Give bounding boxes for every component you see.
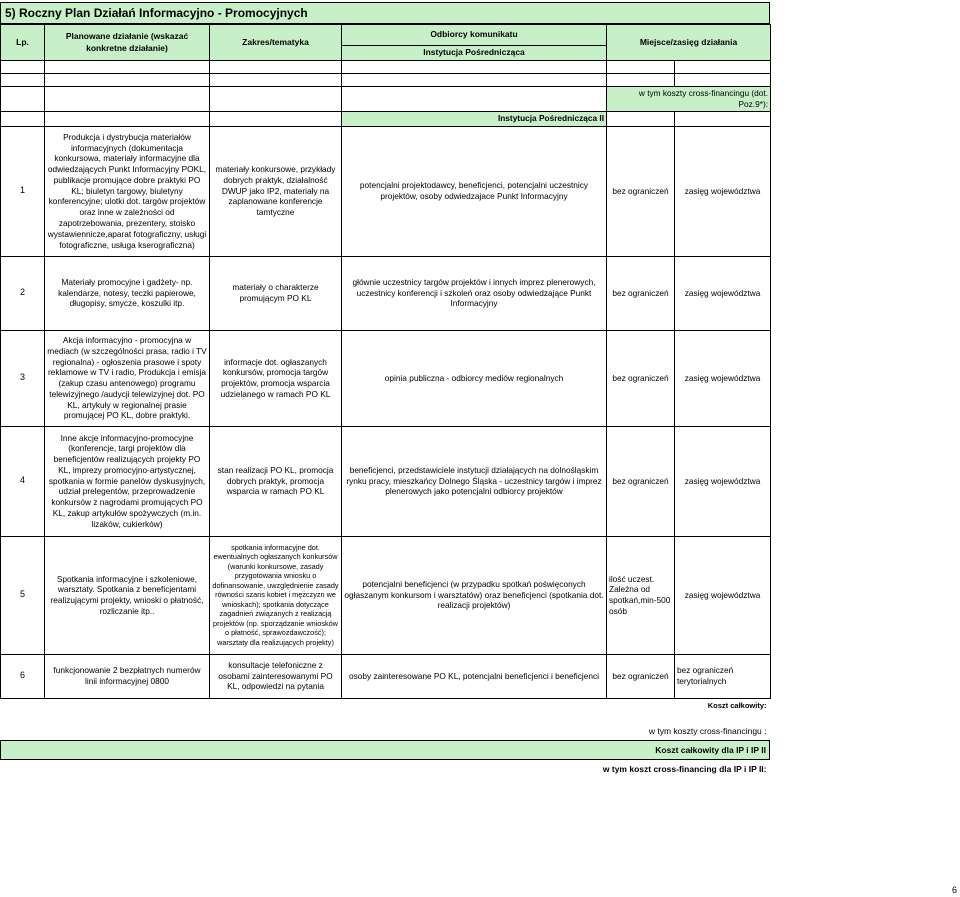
row-recipients: beneficjenci, przedstawiciele instytucji działających na dolnośląskim rynku pracy, mieszkańcy Dolnego Śląska - uczestnicy targów i imprez plenerowych jako potencjalni odbiorcy projektów [342, 426, 607, 536]
ip2-label: Instytucja Pośrednicząca II [342, 111, 607, 126]
row-place: zasięg województwa [675, 536, 771, 654]
row-place: bez ograniczeń terytorialnych [675, 654, 771, 698]
cross-financing-label: w tym koszty cross-financingu (dot. Poz.9*): [607, 87, 771, 112]
row-action: Akcja informacyjno - promocyjna w mediach (w szczególności prasa, radio i TV regionalna) - ogłoszenia prasowe i spoty reklamowe w TV i radio, Produkcja i emisja (zakup czasu antenowego) programu telewizyjnego /audycji telewizyjnej dot. PO KL, artykuły w regionalnej prasie promującej PO KL, dobre praktyki. [45, 330, 210, 426]
total-cost-label: Koszt całkowity: [707, 700, 767, 710]
table-row [1, 426, 771, 536]
row-place: zasięg województwa [675, 256, 771, 330]
row-recipients: głównie uczestnicy targów projektów i innych imprez plenerowych, uczestnicy konferencji i szkoleń oraz osoby odwiedzające Punkt Informacyjny [342, 256, 607, 330]
header-ip: Instytucja Pośrednicząca [342, 46, 607, 61]
page-number: 6 [952, 885, 958, 895]
table-row [1, 654, 771, 698]
row-action: Produkcja i dystrybucja materiałów informacyjnych (dokumentacja konkursowa, materiały informacyjne dla odwiedzających Punkt Informacyjny POKL, publikacje promujące dobre praktyki PO KL; biuletyn targowy, biuletyny konferencyjne; ulotki dot. targów projektów oraz inne w zależności od zapotrzebowania, prezentery, stoisko wystawiennicze,aparat fotograficzny, usługi fotograficzne, usługa kserograficzna) [45, 126, 210, 256]
row-number: 1 [1, 126, 45, 256]
row-action: Spotkania informacyjne i szkoleniowe, warsztaty. Spotkania z beneficjentami realizującymi projekty, wnioski o płatność, rozliczanie itp.. [45, 536, 210, 654]
header-recipients: Odbiorcy komunikatu [342, 25, 607, 46]
row-place: zasięg województwa [675, 330, 771, 426]
cross-financing-total-label: w tym koszty cross-financingu : [648, 726, 767, 736]
cross-financing-ip-label: w tym koszt cross-financing dla IP i IP II: [602, 764, 767, 774]
row-range: bez ograniczeń [607, 426, 675, 536]
row-range: bez ograniczeń [607, 126, 675, 256]
action-plan-table [0, 24, 771, 699]
row-recipients: potencjalni beneficjenci (w przypadku spotkań poświęconych ogłaszanym konkursom i warsztatów) oraz beneficjenci (spotkania dot. realizacji projektów) [342, 536, 607, 654]
row-action: Inne akcje informacyjno-promocyjne (konferencje, targi projektów dla beneficjentów realizujących projekty PO KL, imprezy promocyjno-artystycznej, spotkania w formie panelów dyskusyjnych, udział prelegentów, przeprowadzenie konkursów z nagrodami promujących PO KL, zakup artykułów spożywczych (m.in. lizaków, cukierków) [45, 426, 210, 536]
header-scope: Zakres/tematyka [210, 25, 342, 61]
row-scope: informacje dot. ogłaszanych konkursów, promocja targów projektów, promocja wsparcia udzielanego w ramach PO KL [210, 330, 342, 426]
row-recipients: opinia publiczna - odbiorcy mediów regionalnych [342, 330, 607, 426]
row-action: funkcjonowanie 2 bezpłatnych numerów linii informacyjnej 0800 [45, 654, 210, 698]
table-row [1, 256, 771, 330]
total-ip-label: Koszt całkowity dla IP i IP II [1, 741, 770, 760]
row-number: 2 [1, 256, 45, 330]
summary-table [0, 696, 770, 778]
header-lp: Lp. [1, 25, 45, 61]
row-number: 4 [1, 426, 45, 536]
row-scope: materiały o charakterze promującym PO KL [210, 256, 342, 330]
row-range: ilość uczest. Zależna od spotkań,min-500 osób [607, 536, 675, 654]
row-recipients: osoby zainteresowane PO KL, potencjalni beneficjenci i beneficjenci [342, 654, 607, 698]
document-title: 5) Roczny Plan Działań Informacyjno - Promocyjnych [0, 2, 770, 24]
row-number: 5 [1, 536, 45, 654]
row-scope: stan realizacji PO KL, promocja dobrych praktyk, promocja wsparcia w ramach PO KL [210, 426, 342, 536]
table-row [1, 126, 771, 256]
header-place: Miejsce/zasięg działania [607, 25, 771, 61]
table-row [1, 536, 771, 654]
row-scope: materiały konkursowe, przykłady dobrych praktyk, działalność DWUP jako IP2, materiały na zaplanowane konferencje tamtyczne [210, 126, 342, 256]
row-place: zasięg województwa [675, 126, 771, 256]
row-action: Materiały promocyjne i gadżety- np. kalendarze, notesy, teczki papierowe, długopisy, smycze, koszulki itp. [45, 256, 210, 330]
row-number: 6 [1, 654, 45, 698]
row-range: bez ograniczeń [607, 330, 675, 426]
row-range: bez ograniczeń [607, 654, 675, 698]
row-recipients: potencjalni projektodawcy, beneficjenci, potencjalni uczestnicy projektów, osoby odwiedzajace Punkt Informacyjny [342, 126, 607, 256]
row-number: 3 [1, 330, 45, 426]
row-place: zasięg województwa [675, 426, 771, 536]
header-action: Planowane działanie (wskazać konkretne działanie) [45, 25, 210, 61]
row-range: bez ograniczeń [607, 256, 675, 330]
row-scope: konsultacje telefoniczne z osobami zainteresowanymi PO KL, odpowiedzi na pytania [210, 654, 342, 698]
table-row [1, 330, 771, 426]
row-scope: spotkania informacyjne dot. ewentualnych ogłaszanych konkursów (warunki konkursowe, zasady przygotowania wniosku o dofinansowanie, uwzględnienie zasady równości szans kobiet i mężczyzn we wnioskach); spotkania dotyczące zagadnień związanych z realizacją projektów (np. sporządzanie wniosków o płatność, sprawozdawczość); warsztaty dla realizujących projekty) [210, 536, 342, 654]
header-row [1, 25, 771, 46]
